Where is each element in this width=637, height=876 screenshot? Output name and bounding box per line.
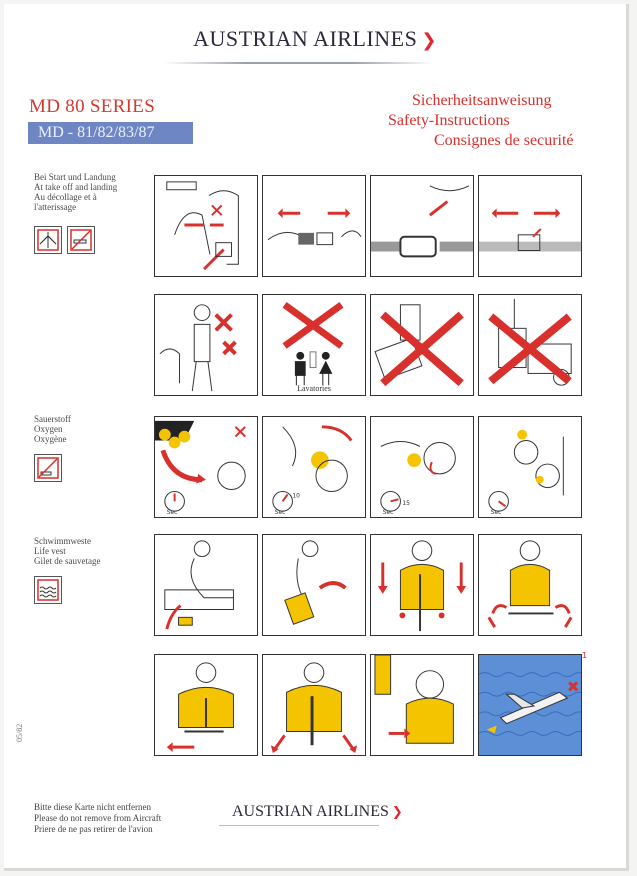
- oxygen-help-child-illustration: [478, 416, 582, 518]
- water-wave-icon: [34, 576, 62, 604]
- takeoff-line-fr2: l'atterissage: [34, 202, 77, 212]
- lifevest-line-fr: Gilet de sauvetage: [34, 556, 101, 566]
- vest-inflate-illustration: [262, 654, 366, 756]
- tighten-belt-illustration: [370, 175, 474, 277]
- oxygen-line-en: Oxygen: [34, 424, 63, 434]
- seat-upright-illustration: [154, 175, 258, 277]
- no-standing-illustration: [154, 294, 258, 396]
- vest-under-seat-illustration: [154, 534, 258, 636]
- oxygen-icons: [34, 454, 62, 482]
- timer-sec-4: Sec: [490, 510, 502, 517]
- no-smoking-oxygen-icon: [34, 454, 62, 482]
- timer-sec-2: Sec: [274, 510, 286, 517]
- takeoff-icons: [34, 226, 95, 254]
- takeoff-line-en: At take off and landing: [34, 182, 118, 192]
- chevron-logo-icon: ❯: [421, 30, 437, 51]
- airline-name-bottom: AUSTRIAN AIRLINES: [232, 803, 389, 820]
- no-smoking-lavatories-illustration: [262, 294, 366, 396]
- title-french: Consignes de securité: [434, 132, 574, 149]
- timer-fifteen-3: 15: [402, 501, 410, 508]
- lifevest-line-de: Schwimmweste: [34, 536, 91, 546]
- corner-mark: 1: [582, 651, 588, 660]
- timer-sec-1: Sec: [166, 510, 178, 517]
- ditching-aircraft-illustration: [478, 654, 582, 756]
- footer-line-en: Please do not remove from Aircraft: [34, 813, 162, 823]
- airline-logo-top: [4, 26, 626, 52]
- title-english: Safety-Instructions: [388, 112, 510, 129]
- series-title: MD 80 SERIES: [29, 96, 156, 117]
- chevron-logo-icon-bottom: ❯: [391, 805, 403, 820]
- section-takeoff-label: [34, 172, 117, 212]
- title-german: Sicherheitsanweisung: [412, 92, 552, 109]
- airline-logo-bottom: [232, 803, 403, 821]
- oxygen-drop-illustration: [154, 416, 258, 518]
- header-rule: [164, 62, 434, 64]
- footer-line-fr: Priere de ne pas retirer de l'avion: [34, 824, 153, 834]
- seatbelt-sign-icon: [34, 226, 62, 254]
- card-code: 05/82: [15, 723, 24, 742]
- unfasten-belt-illustration: [478, 175, 582, 277]
- takeoff-line-fr: Au décollage et à: [34, 192, 97, 202]
- oxygen-pull-illustration: [262, 416, 366, 518]
- oxygen-line-de: Sauerstoff: [34, 414, 71, 424]
- fasten-belt-illustration: [262, 175, 366, 277]
- oxygen-mask-on-illustration: [370, 416, 474, 518]
- lifevest-line-en: Life vest: [34, 546, 66, 556]
- vest-tie-straps-illustration: [478, 534, 582, 636]
- section-lifevest-label: [34, 536, 100, 566]
- lifevest-icons: [34, 576, 62, 604]
- footer-rule: [219, 825, 379, 826]
- no-smoking-icon: [67, 226, 95, 254]
- takeoff-line-de: Bei Start und Landung: [34, 172, 116, 182]
- vest-child-illustration: [370, 654, 474, 756]
- vest-over-head-illustration: [370, 534, 474, 636]
- section-oxygen-label: [34, 414, 71, 444]
- lavatories-label: Lavatories: [297, 384, 331, 393]
- timer-ten-2: 10: [292, 493, 300, 500]
- footer-line-de: Bitte diese Karte nicht entfernen: [34, 802, 151, 812]
- oxygen-line-fr: Oxygène: [34, 434, 67, 444]
- airline-name: AUSTRIAN AIRLINES: [193, 26, 418, 51]
- safety-card: [4, 4, 629, 871]
- vest-open-pouch-illustration: [262, 534, 366, 636]
- vest-pull-strap-illustration: [154, 654, 258, 756]
- no-mobile-phone-illustration: [370, 294, 474, 396]
- footer-notice: [34, 802, 161, 835]
- timer-sec-3: Sec: [382, 510, 394, 517]
- models-band: MD - 81/82/83/87: [28, 122, 193, 144]
- no-electronics-illustration: [478, 294, 582, 396]
